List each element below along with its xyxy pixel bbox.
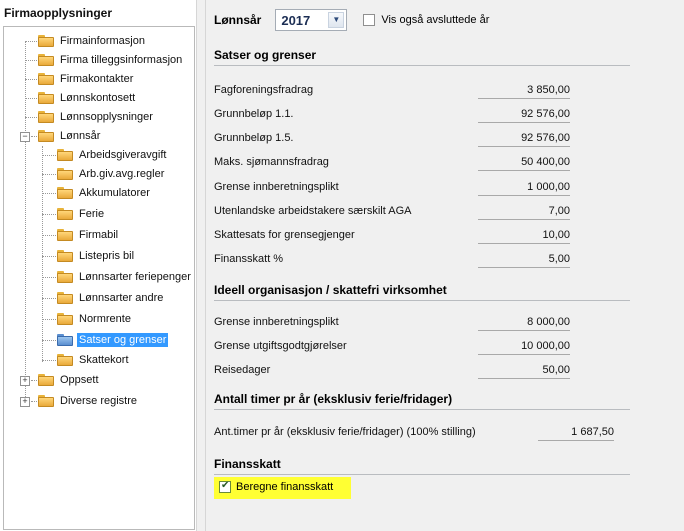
- form-row: [214, 202, 411, 220]
- tree-item-label: Ferie: [79, 208, 105, 220]
- field-label: Grense innberetningsplikt: [214, 181, 339, 193]
- folder-icon: [57, 354, 73, 366]
- tree-item-firmainformasjon[interactable]: [38, 32, 147, 50]
- section-title: Finansskatt: [214, 457, 630, 475]
- form-row: [214, 337, 347, 355]
- field-label: Grunnbeløp 1.1.: [214, 108, 294, 120]
- field-label: Maks. sjømannsfradrag: [214, 156, 329, 168]
- tree-line: [42, 256, 56, 257]
- tree-item-satser-og-grenser[interactable]: [57, 331, 168, 349]
- tree-item-akkumulatorer[interactable]: [57, 184, 152, 202]
- tree-item-lonnsar[interactable]: [38, 127, 102, 145]
- tree-item-lonnsopplysninger[interactable]: [38, 108, 155, 126]
- folder-icon: [57, 168, 73, 180]
- tree-line: [42, 277, 56, 278]
- section-title: Antall timer pr år (eksklusiv ferie/fridager): [214, 392, 630, 410]
- tree-line: [42, 155, 56, 156]
- section-antall-timer: [214, 392, 630, 410]
- antall-timer-field[interactable]: 1 687,50: [538, 424, 614, 441]
- tree-item-label: Listepris bil: [79, 250, 135, 262]
- show-closed-years-option[interactable]: [363, 14, 489, 26]
- folder-icon: [57, 208, 73, 220]
- panel-title: Firmaopplysninger: [4, 6, 113, 20]
- folder-icon: [57, 229, 73, 241]
- folder-icon: [38, 73, 54, 85]
- year-value: 2017: [281, 13, 311, 28]
- form-row: [214, 105, 294, 123]
- folder-icon: [38, 395, 54, 407]
- form-row: [214, 226, 355, 244]
- tree-item-ferie[interactable]: [57, 205, 106, 223]
- show-closed-years-checkbox[interactable]: [363, 14, 375, 26]
- form-row: [214, 153, 329, 171]
- tree-item-label: Akkumulatorer: [79, 187, 150, 199]
- tree-item-label: Skattekort: [79, 354, 129, 366]
- folder-icon: [57, 313, 73, 325]
- grense-innberetningsplikt-field[interactable]: 1 000,00: [478, 179, 570, 196]
- tree-line: [42, 319, 56, 320]
- form-row: [214, 423, 476, 441]
- folder-icon: [38, 54, 54, 66]
- field-label: Reisedager: [214, 364, 271, 376]
- field-label: Grunnbeløp 1.5.: [214, 132, 294, 144]
- tree-line: [42, 146, 43, 362]
- folder-icon: [38, 92, 54, 104]
- tree-item-label: Lønnsarter andre: [79, 292, 164, 304]
- folder-icon: [38, 130, 54, 142]
- section-satser-og-grenser: [214, 48, 630, 66]
- folder-icon: [38, 111, 54, 123]
- tree-line: [25, 41, 37, 42]
- form-row: [214, 129, 294, 147]
- field-label: Fagforeningsfradrag: [214, 84, 314, 96]
- tree-item-label: Firmainformasjon: [60, 35, 145, 47]
- tree-line: [31, 380, 37, 381]
- tree-item-skattekort[interactable]: [57, 351, 131, 369]
- tree-item-label: Firmabil: [79, 229, 119, 241]
- panel-splitter[interactable]: [196, 0, 206, 531]
- field-label: Grense utgiftsgodtgjørelser: [214, 340, 347, 352]
- year-select[interactable]: [275, 9, 347, 31]
- folder-icon: [38, 35, 54, 47]
- tree-line: [42, 214, 56, 215]
- settings-panel: [206, 0, 684, 531]
- ideell-grense-innberetningsplikt-field[interactable]: 8 000,00: [478, 314, 570, 331]
- tree-item-label: Lønnskontosett: [60, 92, 136, 104]
- beregne-finansskatt-checkbox[interactable]: [219, 481, 231, 493]
- tree-item-label: Lønnsarter feriepenger: [79, 271, 191, 283]
- tree-item-listepris-bil[interactable]: [57, 247, 136, 265]
- tree-line: [42, 235, 56, 236]
- navigation-tree[interactable]: [3, 26, 195, 530]
- grense-utgiftsgodtgjorelser-field[interactable]: 10 000,00: [478, 338, 570, 355]
- folder-icon: [38, 374, 54, 386]
- tree-item-lonnskontosett[interactable]: [38, 89, 137, 107]
- tree-item-firmabil[interactable]: [57, 226, 120, 244]
- folder-icon: [57, 187, 73, 199]
- tree-line: [31, 401, 37, 402]
- form-row: [214, 178, 339, 196]
- tree-item-label: Arb.giv.avg.regler: [79, 168, 165, 180]
- tree-item-oppsett[interactable]: [38, 371, 101, 389]
- tree-line: [42, 340, 56, 341]
- form-row: [214, 361, 270, 379]
- tree-item-firmakontakter[interactable]: [38, 70, 135, 88]
- finansskatt-prosent-field[interactable]: 5,00: [478, 251, 570, 268]
- tree-line: [25, 98, 37, 99]
- skattesats-grensegjenger-field[interactable]: 10,00: [478, 227, 570, 244]
- field-label: Finansskatt %: [214, 253, 284, 265]
- chevron-down-icon[interactable]: ▼: [328, 12, 344, 28]
- tree-item-firma-tilleggsinformasjon[interactable]: [38, 51, 184, 69]
- grunnbelop-1-1-field[interactable]: 92 576,00: [478, 106, 570, 123]
- tree-line: [42, 193, 56, 194]
- tree-item-label: Arbeidsgiveravgift: [79, 149, 167, 161]
- collapse-toggle[interactable]: −: [20, 132, 30, 142]
- expand-toggle[interactable]: +: [20, 376, 30, 386]
- tree-line: [25, 117, 37, 118]
- tree-item-label: Lønnsopplysninger: [60, 111, 153, 123]
- tree-item-label: Oppsett: [60, 374, 99, 386]
- tree-item-label: Diverse registre: [60, 395, 138, 407]
- tree-item-label: Firmakontakter: [60, 73, 134, 85]
- section-title: Ideell organisasjon / skattefri virksomhet: [214, 283, 630, 301]
- section-finansskatt: [214, 457, 630, 475]
- tree-item-label: Firma tilleggsinformasjon: [60, 54, 183, 66]
- tree-line: [31, 136, 37, 137]
- left-panel: [0, 0, 196, 531]
- beregne-finansskatt-option[interactable]: [219, 481, 333, 493]
- tree-item-arbeidsgiveravgift[interactable]: [57, 146, 168, 164]
- fagforeningsfradrag-field[interactable]: 3 850,00: [478, 82, 570, 99]
- tree-item-lonnsarter-feriepenger[interactable]: [57, 268, 193, 286]
- tree-item-lonnsarter-andre[interactable]: [57, 289, 165, 307]
- form-row: [214, 313, 339, 331]
- tree-line: [42, 298, 56, 299]
- tree-line: [25, 41, 26, 401]
- year-label: Lønnsår: [214, 13, 262, 27]
- form-row: [214, 250, 283, 268]
- tree-item-label: Normrente: [79, 313, 131, 325]
- reisedager-field[interactable]: 50,00: [478, 362, 570, 379]
- field-label: Ant.timer pr år (eksklusiv ferie/fridager) (100% stilling): [214, 426, 476, 438]
- tree-line: [25, 60, 37, 61]
- field-label: Skattesats for grensegjenger: [214, 229, 355, 241]
- folder-icon: [57, 250, 73, 262]
- year-toolbar: [214, 9, 489, 31]
- tree-item-diverse-registre[interactable]: [38, 392, 139, 410]
- folder-icon: [57, 271, 73, 283]
- folder-icon: [57, 292, 73, 304]
- tree-item-arb-giv-avg-regler[interactable]: [57, 165, 166, 183]
- utenlandske-aga-field[interactable]: 7,00: [478, 203, 570, 220]
- folder-icon: [57, 149, 73, 161]
- section-ideell-organisasjon: [214, 283, 630, 301]
- tree-item-label: Satser og grenser: [79, 334, 167, 346]
- expand-toggle[interactable]: +: [20, 397, 30, 407]
- tree-item-label: Lønnsår: [60, 130, 101, 142]
- beregne-finansskatt-label: Beregne finansskatt: [236, 481, 334, 493]
- open-folder-icon: [57, 334, 73, 346]
- form-row: [214, 81, 313, 99]
- tree-line: [25, 79, 37, 80]
- section-title: Satser og grenser: [214, 48, 630, 66]
- show-closed-years-label: Vis også avsluttede år: [381, 14, 490, 26]
- tree-item-normrente[interactable]: [57, 310, 133, 328]
- field-label: Grense innberetningsplikt: [214, 316, 339, 328]
- grunnbelop-1-5-field[interactable]: 92 576,00: [478, 130, 570, 147]
- tree-line: [42, 360, 56, 361]
- maks-sjomannsfradrag-field[interactable]: 50 400,00: [478, 154, 570, 171]
- tree-line: [42, 174, 56, 175]
- field-label: Utenlandske arbeidstakere særskilt AGA: [214, 205, 412, 217]
